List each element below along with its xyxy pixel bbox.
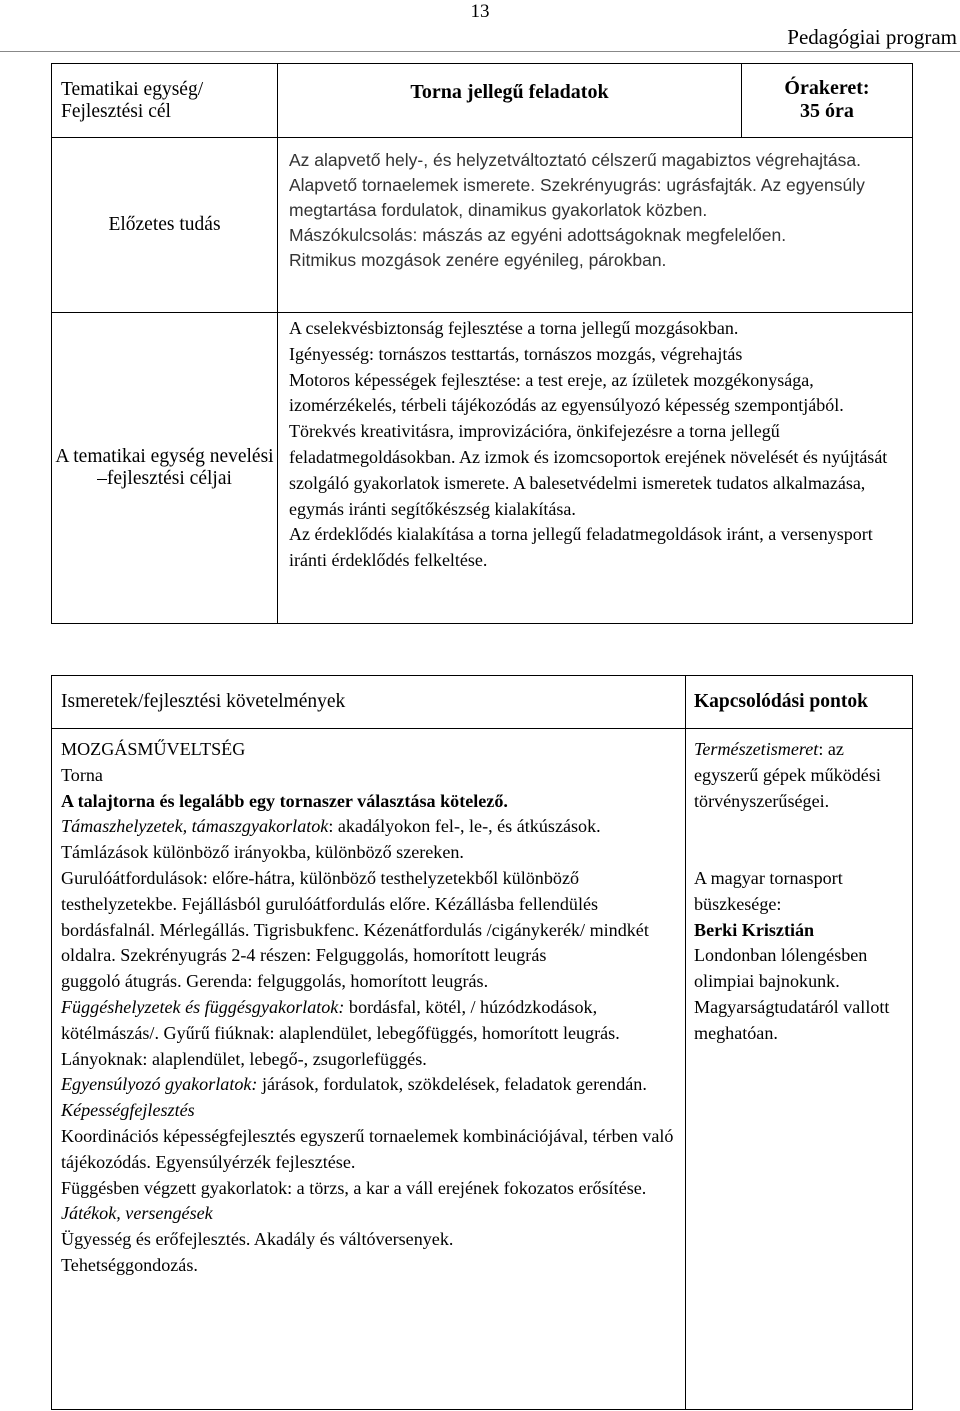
prior-knowledge-row: [52, 138, 913, 313]
rolls-text: Gurulóátfordulások: előre-hátra, különböző testhelyzetekből különböző testhelyzetekbe. Fejállásból gurulóátfordulás előre. Kézállásba fellendülés bordásfalnál. Mérlegállás. Tigrisbukfenc. Kézenátfordulás /cigánykerék/ mindkét oldalra. Szekrényugrás 2-4 részen: Felguggolás, homorított leugrás: [61, 867, 649, 966]
requirements-content: [52, 729, 686, 1410]
links-header: Kapcsolódási pontok: [686, 676, 913, 729]
unit-label: Tematikai egység/ Fejlesztési cél: [61, 78, 204, 122]
prior-line: Az alapvető hely-, és helyzetváltoztató célszerű magabiztos végrehajtása.: [289, 150, 861, 170]
support-title: Támaszhelyzetek, támaszgyakorlatok: [61, 816, 329, 837]
header-divider: [0, 51, 960, 52]
skill-line: Koordinációs képességfejlesztés egyszerű tornaelemek kombinációjával, térben való tájékozódás. Egyensúlyérzék fejlesztése.: [61, 1125, 674, 1172]
skill-line: Függésben végzett gyakorlatok: a törzs, a kar a váll erejének fokozatos erősítése.: [61, 1177, 647, 1198]
science-title: Természetismeret: [694, 739, 819, 759]
hanging-exercises: [61, 995, 679, 1072]
hanging-title: Függéshelyzetek és függésgyakorlatok:: [61, 996, 345, 1017]
beam-text: guggoló átugrás. Gerenda: felguggolás, homorított leugrás.: [61, 971, 489, 992]
requirements-header-row: [52, 676, 913, 729]
balance-text: járások, fordulatok, szökdelések, feladatok gerendán.: [257, 1074, 647, 1095]
unit-header-row: [52, 64, 913, 138]
spacer: [694, 814, 906, 866]
document-title: Pedagógiai program: [787, 25, 957, 49]
identity-text: Magyarságtudatáról vallott meghatóan.: [694, 996, 890, 1043]
support-exercises: [61, 814, 679, 866]
thematic-unit-table: [51, 63, 913, 624]
athlete-text: Londonban lólengésben olimpiai bajnokunk.: [694, 945, 868, 992]
page-number: 13: [470, 1, 490, 22]
goal-line: Törekvés kreativitásra, improvizációra, önkifejezésre a torna jellegű feladatmegoldásokban. Az izmok és izomcsoportok erejének növelését és nyújtását szolgáló gyakorlatok ismerete. A balesetvédelmi ismeretek tudatos alkalmazása, egymás iránti segítőkészség kialakítása.: [289, 421, 888, 519]
goals-label: A tematikai egység nevelési –fejlesztési céljai: [52, 313, 278, 624]
unit-label-cell: [52, 64, 278, 138]
section-title: MOZGÁSMŰVELTSÉG: [61, 739, 246, 759]
links-content: [686, 729, 913, 1410]
games-title: Játékok, versengések: [61, 1203, 213, 1224]
hours-cell: [742, 64, 913, 138]
skill-title: Képességfejlesztés: [61, 1100, 195, 1121]
prior-line: Mászókulcsolás: mászás az egyéni adottságoknak megfelelően.: [289, 225, 787, 245]
support-text: : akadályokon fel-, le-, és átkúszások. Támlázások különböző irányokba, különböző szereken.: [61, 816, 601, 863]
goal-line: Igényesség: tornászos testtartás, tornászos mozgás, végrehajtás: [289, 343, 743, 364]
balance-exercises: [61, 1072, 679, 1098]
hanging-text: bordásfal, kötél, / húzódzkodások, kötélmászás/. Gyűrű fiúknak: alaplendület, lebegőfüggés, homorított leugrás. Lányoknak: alaplendület, lebegő-, zsugorlefüggés.: [61, 996, 620, 1069]
goal-line: A cselekvésbiztonság fejlesztése a torna jellegű mozgásokban.: [289, 318, 739, 338]
pride-text: A magyar tornasport büszkesége:: [694, 867, 843, 914]
science-link: [694, 737, 906, 814]
hours-label: Órakeret:: [784, 77, 870, 99]
goals-content: [278, 313, 913, 624]
unit-title: Torna jellegű feladatok: [278, 64, 742, 138]
games-line: Ügyesség és erőfejlesztés. Akadály és váltóversenyek.: [61, 1229, 454, 1250]
mandatory-rule: A talajtorna és legalább egy tornaszer választása kötelező.: [61, 790, 508, 811]
science-text: : az egyszerű gépek működési törvényszerűségei.: [694, 739, 881, 811]
prior-knowledge-content: [278, 138, 913, 313]
goals-row: [52, 313, 913, 624]
requirements-body-row: [52, 729, 913, 1410]
goal-line: Az érdeklődés kialakítása a torna jellegű feladatmegoldások iránt, a versenysport iránti érdeklődés felkeltése.: [289, 524, 873, 571]
prior-line: Ritmikus mozgások zenére egyénileg, párokban.: [289, 250, 667, 270]
requirements-header: Ismeretek/fejlesztési követelmények: [52, 676, 686, 729]
balance-title: Egyensúlyozó gyakorlatok:: [61, 1074, 258, 1095]
subsection-title: Torna: [61, 764, 103, 785]
hours-value: 35 óra: [800, 100, 854, 122]
prior-knowledge-label: Előzetes tudás: [52, 138, 278, 313]
prior-line: Alapvető tornaelemek ismerete. Szekrényugrás: ugrásfajták. Az egyensúly megtartása fordulatok, dinamikus gyakorlatok közben.: [289, 175, 865, 220]
requirements-table: [51, 675, 913, 1410]
goal-line: Motoros képességek fejlesztése: a test ereje, az ízületek mozgékonysága, izomérzékelés, térbeli tájékozódás az egyensúlyozó képesség szempontjából.: [289, 369, 844, 416]
games-line: Tehetséggondozás.: [61, 1254, 198, 1275]
athlete-name: Berki Krisztián: [694, 919, 815, 940]
